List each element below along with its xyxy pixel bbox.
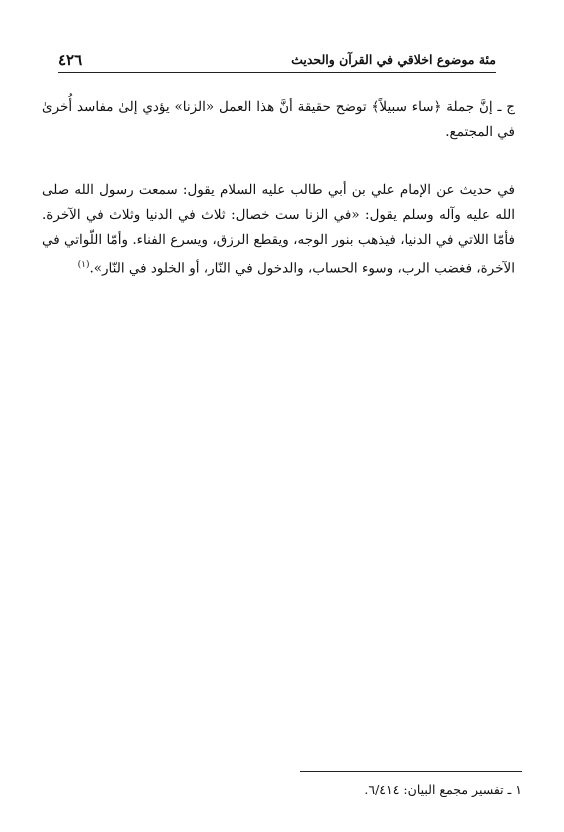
paragraph-hadith (42, 178, 515, 282)
paragraph-text: في حديث عن الإمام علي بن أبي طالب عليه السلام يقول: سمعت رسول الله صلى الله عليه وآله وسلم يقول: «في الزنا ست خصال: ثلاث في الدنيا وثلاث في الآخرة. فأمّا اللاتي في الدنيا، فيذهب بنور الوجه، ويقطع الرزق، ويسرع الفناء. وأمّا اللّواتي في الآخرة، فغضب الرب، وسوء الحساب، والدخول في النّار، أو الخلود في النّار». (42, 182, 515, 277)
footnote-divider (300, 771, 522, 772)
paragraph-verse-explanation (42, 95, 515, 145)
page-header (58, 46, 496, 73)
paragraph-text: ج ـ إنَّ جملة ﴿ساء سبيلاً﴾ توضح حقيقة أنَّ هذا العمل «الزنا» يؤدي إلىٰ مفاسد أُخرىٰ في المجتمع. (42, 99, 515, 140)
running-title: مئة موضوع اخلاقي في القرآن والحديث (291, 52, 496, 67)
footnote: ١ ـ تفسير مجمع البيان: ٦/٤١٤. (364, 782, 522, 797)
footnote-marker: (١) (77, 260, 90, 270)
page-number: ٤٢٦ (58, 51, 83, 69)
